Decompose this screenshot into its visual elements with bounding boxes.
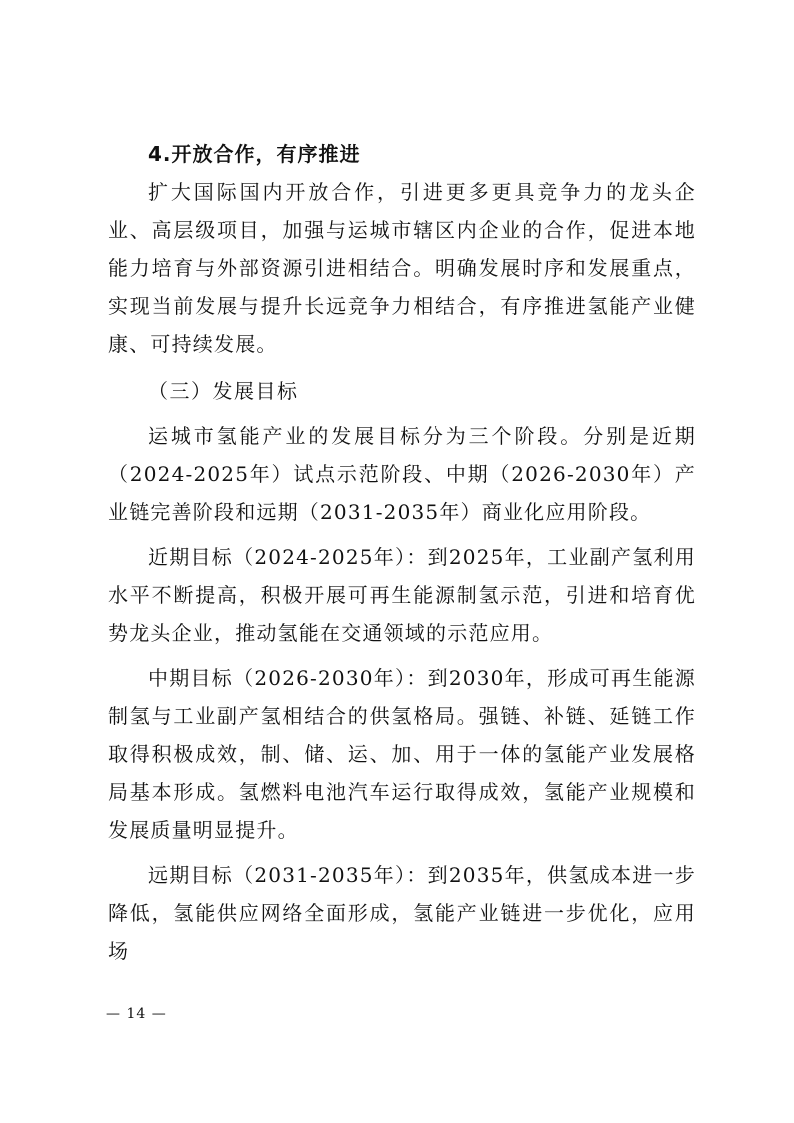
paragraph-goal-overview: 运城市氢能产业的发展目标分为三个阶段。分别是近期（2024-2025年）试点示范阶段、中期（2026-2030年）产业链完善阶段和远期（2031-2035年）商业化应用阶段。 [108, 424, 696, 524]
paragraph-mid-term-goal: 中期目标（2026-2030年）：到2030年，形成可再生能源制氢与工业副产氢相结合的供氢格局。强链、补链、延链工作取得积极成效，制、储、运、加、用于一体的氢能产业发展格局基本形成。氢燃料电池汽车运行取得成效，氢能产业规模和发展质量明显提升。 [108, 666, 696, 842]
paragraph-near-term-goal: 近期目标（2024-2025年）：到2025年，工业副产氢利用水平不断提高，积极开展可再生能源制氢示范，引进和培育优势龙头企业，推动氢能在交通领域的示范应用。 [108, 545, 696, 645]
document-body [108, 135, 696, 970]
subsection-heading: 4.开放合作，有序推进 [148, 142, 361, 166]
page-number: — 14 — [106, 1006, 167, 1022]
section-title: （三）发展目标 [148, 379, 299, 403]
paragraph-long-term-goal: 远期目标（2031-2035年）：到2035年，供氢成本进一步降低，氢能供应网络全面形成，氢能产业链进一步优化，应用场 [108, 863, 696, 963]
paragraph-open-cooperation: 扩大国际国内开放合作，引进更多更具竞争力的龙头企业、高层级项目，加强与运城市辖区内企业的合作，促进本地能力培育与外部资源引进相结合。明确发展时序和发展重点，实现当前发展与提升长远竞争力相结合，有序推进氢能产业健康、可持续发展。 [108, 180, 696, 356]
